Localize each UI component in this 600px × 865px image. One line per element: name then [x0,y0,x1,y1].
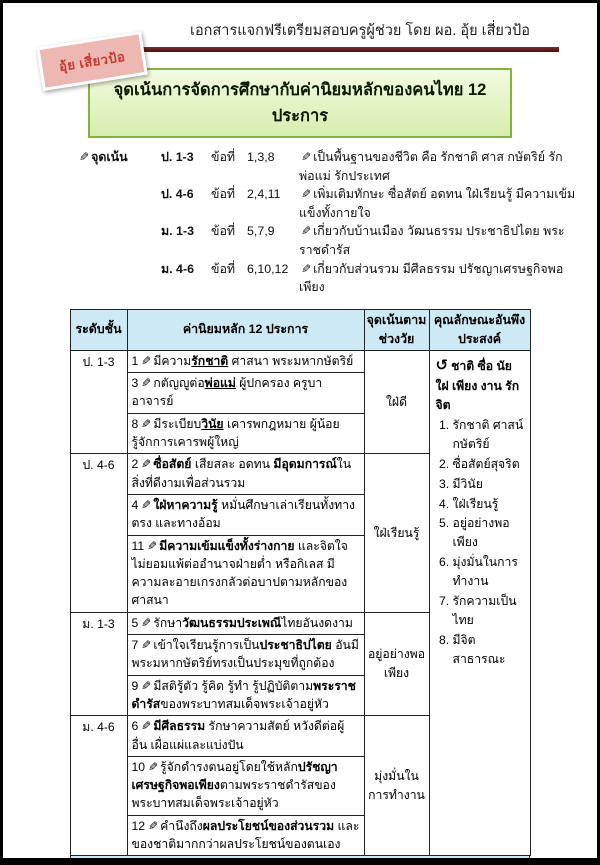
focus-items: 2,4,11 [247,187,281,202]
focus-items: 5,7,9 [247,224,275,239]
focus-cell: มุ่งมั่นในการทำงาน [364,716,429,856]
value-item: 2 ✎ ซื่อสัตย์ เสียสละ อดทน มีอุดมการณ์ในสิ่งที่ดีงามเพื่อส่วนรวม [127,454,364,495]
pencil-icon: ✎ [141,376,152,391]
focus-summary [77,148,577,297]
pencil-icon: ✎ [141,457,152,472]
pencil-icon: ✎ [148,818,159,833]
pencil-icon: ✎ [79,150,90,164]
focus-level: ม. 1-3 [161,224,194,239]
level-cell: ม. 1-3 [70,612,127,715]
trait-item: 8. มีจิตสาธารณะ [453,631,526,669]
table-header-row [70,309,530,350]
focus-items: 1,3,8 [247,150,275,164]
table-row [70,350,530,372]
image-size-and-url [409,861,592,865]
trait-item: 6. มุ่งมั่นในการทำงาน [453,553,526,591]
value-item: 11 ✎ มีความเข้มแข็งทั้งร่างกาย และจิตใจ ไม่ยอมแพ้ต่ออำนาจฝ่ายต่ำ หรือกิเลส มีความละอายเกรงกลัวต่อบาปตามหลักของศาสนา [127,535,364,612]
col-header-traits: คุณลักษณะอันพึงประสงค์ [429,309,530,350]
trait-item: 1. รักชาติ ศาสน์ กษัตริย์ [453,416,526,454]
focus-cell: อยู่อย่างพอเพียง [364,612,429,715]
focus-prefix: จุดเน้น [91,150,128,164]
level-cell: ม. 4-6 [70,716,127,856]
pencil-icon: ✎ [148,759,159,774]
pencil-icon: ✎ [301,187,312,202]
focus-level: ม. 4-6 [161,261,194,276]
focus-desc: เกี่ยวกับส่วนรวม มีศีลธรรม ปรัชญาเศรษฐกิจพอเพียง [299,261,564,295]
image-host-bar [0,858,600,865]
focus-line [77,260,577,297]
traits-headline: ↺ ชาติ ซื่อ นัย ใฝ เพียง งาน รัก จิต [435,356,520,413]
level-cell: ป. 1-3 [70,350,127,453]
item-word: ข้อที่ [211,150,236,164]
focus-cell: ใฝ่ดี [364,350,429,453]
trait-item: 5. อยู่อย่างพอเพียง [453,514,526,552]
value-item: 4 ✎ ใฝ่หาความรู้ หมั่นศึกษาเล่าเรียนทั้งทางตรง และทางอ้อม [127,494,364,535]
pencil-icon: ✎ [141,497,152,512]
pencil-icon: ✎ [141,638,152,653]
col-header-values: ค่านิยมหลัก 12 ประการ [127,309,364,350]
focus-level: ป. 1-3 [161,150,194,164]
curved-arrow-icon: ↺ [435,356,449,374]
focus-level: ป. 4-6 [161,187,194,202]
focus-desc: เป็นพื้นฐานของชีวิต คือ รักชาติ ศาส กษัตริย์ รักพ่อแม่ รักประเทศ [299,150,563,183]
header-divider [131,47,559,52]
page-title: จุดเน้นการจัดการศึกษากับค่านิยมหลักของคนไทย 12 ประการ [88,68,512,138]
traits-cell [429,350,530,855]
trait-item: 3. มีวินัย [453,475,526,494]
focus-items: 6,10,12 [247,261,289,276]
pencil-icon: ✎ [301,224,312,239]
value-item: 7 ✎ เข้าใจเรียนรู้การเป็นประชาธิปไตย อันมีพระมหากษัตริย์ทรงเป็นประมุขที่ถูกต้อง [127,635,364,676]
pencil-icon: ✎ [147,538,158,553]
pencil-icon: ✎ [141,416,152,431]
col-header-focus: จุดเน้นตามช่วงวัย [364,309,429,350]
pencil-icon: ✎ [141,678,152,693]
pencil-icon: ✎ [141,719,152,734]
focus-desc: เพิ่มเติมทักษะ ซื่อสัตย์ อดทน ใฝ่เรียนรู้ มีความเข้มแข็งทั้งกายใจ [299,187,576,220]
trait-item: 7. รักความเป็นไทย [453,592,526,630]
document-header-title: เอกสารแจกฟรีเตรียมสอบครูผู้ช่วย โดย ผอ. อุ้ย เสี่ยวป้อ [190,23,530,39]
item-word: ข้อที่ [211,187,236,202]
value-item: 12 ✎ คำนึงถึงผลประโยชน์ของส่วนรวม และของชาติมากกว่าผลประโยชน์ของตนเอง [127,815,364,856]
focus-desc: เกี่ยวกับบ้านเมือง วัฒนธรรม ประชาธิปไตย พระราชดำรัส [299,224,565,258]
col-header-level: ระดับชั้น [70,309,127,350]
value-item: 3 ✎ กตัญญูต่อพ่อแม่ ผู้ปกครอง ครูบาอาจารย์ [127,373,364,414]
focus-line [77,222,577,259]
value-item: 6 ✎ มีศีลธรรม รักษาความสัตย์ หวังดีต่อผู้อื่น เผื่อแผ่และแบ่งปัน [127,716,364,757]
value-item: 1 ✎ มีความรักชาติ ศาสนา พระมหากษัตริย์ [127,350,364,372]
item-word: ข้อที่ [211,224,236,239]
traits-list [436,416,526,669]
stamp-text: อุ้ย เสี่ยวป้อ [57,48,127,74]
trait-item: 4. ใฝ่เรียนรู้ [453,495,526,514]
focus-cell: ใฝ่เรียนรู้ [364,454,429,612]
focus-line [77,185,577,222]
pencil-icon: ✎ [301,261,312,276]
focus-line [77,148,577,185]
pencil-icon: ✎ [301,150,312,164]
value-item: 5 ✎ รักษาวัฒนธรรมประเพณีไทยอันงดงาม [127,612,364,634]
trait-item: 2. ซื่อสัตย์สุจริต [453,455,526,474]
item-word: ข้อที่ [211,261,236,276]
value-item: 9 ✎ มีสติรู้ตัว รู้คิด รู้ทำ รู้ปฏิบัติตามพระราชดำรัสของพระบาทสมเด็จพระเจ้าอยู่หัว [127,675,364,716]
level-cell: ป. 4-6 [70,454,127,612]
value-item: 8 ✎ มีระเบียบวินัย เคารพกฎหมาย ผู้น้อยรู้จักการเคารพผู้ใหญ่ [127,413,364,454]
values-table [70,309,531,856]
value-item: 10 ✎ รู้จักดำรงตนอยู่โดยใช้หลักปรัชญาเศรษฐกิจพอเพียงตามพระราชดำรัสของพระบาทสมเด็จพระเจ้าอยู่หัว [127,756,364,815]
pencil-icon: ✎ [141,353,152,368]
pencil-icon: ✎ [141,615,152,630]
